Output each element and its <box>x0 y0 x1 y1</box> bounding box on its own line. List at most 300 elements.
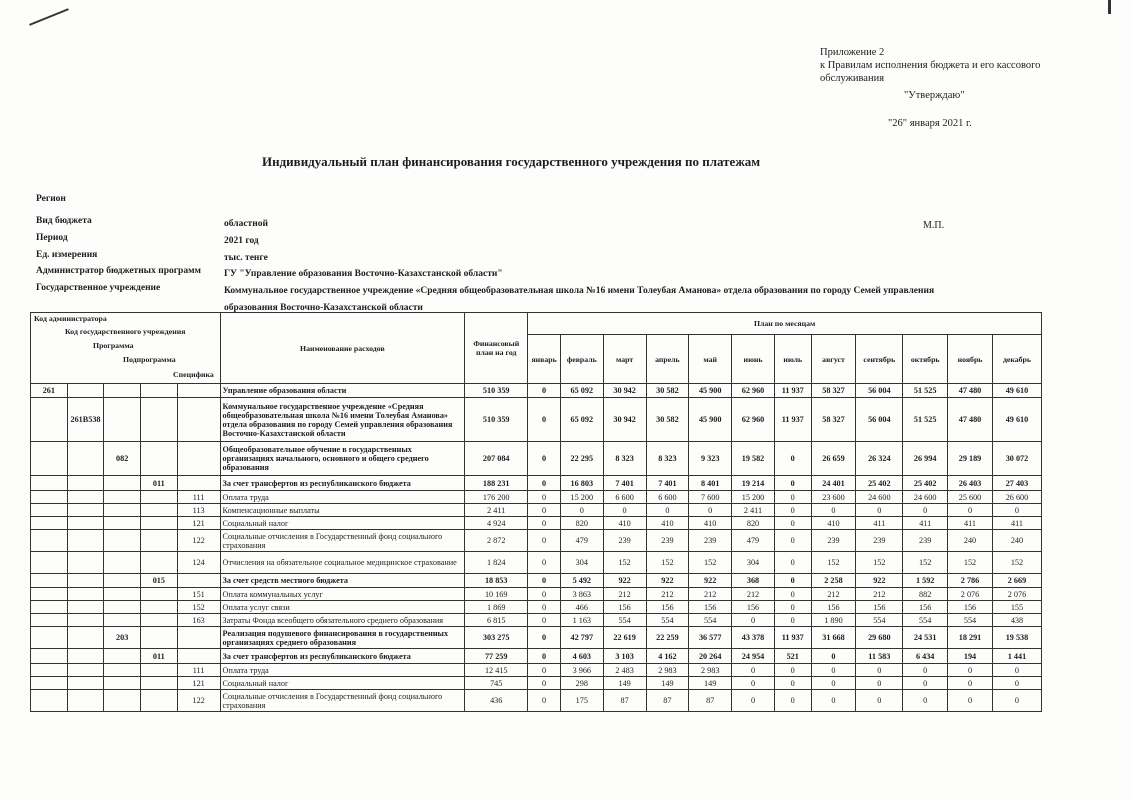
code-cell <box>104 552 141 574</box>
month-value-cell: 298 <box>560 677 603 690</box>
month-value-cell: 239 <box>856 530 903 552</box>
month-value-cell: 8 323 <box>603 442 646 476</box>
code-cell <box>104 398 141 442</box>
expense-name-cell: Затраты Фонда всеобщего обязательного среднего образования <box>220 614 465 627</box>
code-cell: 152 <box>177 601 220 614</box>
code-cell <box>141 442 178 476</box>
table-row <box>31 601 1042 614</box>
month-header: июль <box>774 335 811 384</box>
appendix-line-2: к Правилам исполнения бюджета и его кассового <box>820 60 1041 71</box>
code-cell <box>31 476 68 491</box>
code-cell <box>31 530 68 552</box>
month-value-cell: 45 900 <box>689 384 732 398</box>
month-value-cell: 2 076 <box>992 588 1041 601</box>
month-value-cell: 11 937 <box>774 398 811 442</box>
month-value-cell: 26 659 <box>811 442 856 476</box>
month-value-cell: 0 <box>528 476 561 491</box>
month-value-cell: 0 <box>811 664 856 677</box>
month-value-cell: 0 <box>528 664 561 677</box>
table-row <box>31 690 1042 712</box>
month-value-cell: 87 <box>646 690 689 712</box>
code-cell: 011 <box>141 649 178 664</box>
appendix-line-1: Приложение 2 <box>820 47 885 58</box>
month-value-cell: 7 401 <box>603 476 646 491</box>
month-value-cell: 24 954 <box>732 649 775 664</box>
code-cell: 121 <box>177 517 220 530</box>
month-value-cell: 156 <box>603 601 646 614</box>
month-value-cell: 3 966 <box>560 664 603 677</box>
code-cell <box>31 574 68 588</box>
month-value-cell: 27 403 <box>992 476 1041 491</box>
code-cell <box>141 588 178 601</box>
month-value-cell: 15 200 <box>732 491 775 504</box>
approve-label: "Утверждаю" <box>904 90 965 101</box>
code-cell <box>141 627 178 649</box>
code-cell <box>177 442 220 476</box>
code-cell <box>31 504 68 517</box>
month-value-cell: 152 <box>903 552 948 574</box>
month-value-cell: 239 <box>903 530 948 552</box>
month-value-cell: 0 <box>774 601 811 614</box>
month-value-cell: 16 803 <box>560 476 603 491</box>
code-cell: 122 <box>177 530 220 552</box>
month-value-cell: 149 <box>646 677 689 690</box>
month-value-cell: 239 <box>646 530 689 552</box>
code-cell <box>104 614 141 627</box>
month-header: февраль <box>560 335 603 384</box>
code-cell <box>67 476 104 491</box>
month-value-cell: 554 <box>689 614 732 627</box>
month-value-cell: 5 492 <box>560 574 603 588</box>
institution-value: Коммунальное государственное учреждение «Средняя общеобразовательная школа №16 имени Толеубая Аманова» отдела образования по городу Семей управления образования Восточно-Казахстанской области <box>224 286 935 313</box>
month-value-cell: 0 <box>774 476 811 491</box>
month-value-cell: 156 <box>903 601 948 614</box>
month-value-cell: 29 680 <box>856 627 903 649</box>
month-value-cell: 411 <box>856 517 903 530</box>
month-value-cell: 0 <box>528 601 561 614</box>
month-value-cell: 0 <box>774 574 811 588</box>
month-value-cell: 22 295 <box>560 442 603 476</box>
expense-name-cell: Оплата коммунальных услуг <box>220 588 465 601</box>
code-cell <box>104 690 141 712</box>
expense-name-cell: Социальные отчисления в Государственный фонд социального страхования <box>220 530 465 552</box>
region-label: Регион <box>36 194 66 204</box>
month-value-cell: 0 <box>689 504 732 517</box>
code-cell <box>31 442 68 476</box>
month-value-cell: 0 <box>903 690 948 712</box>
code-cell <box>141 601 178 614</box>
code-cell <box>31 491 68 504</box>
month-value-cell: 479 <box>732 530 775 552</box>
month-value-cell: 6 434 <box>903 649 948 664</box>
annual-plan-cell: 303 275 <box>465 627 528 649</box>
month-value-cell: 0 <box>903 677 948 690</box>
month-value-cell: 2 258 <box>811 574 856 588</box>
month-value-cell: 25 600 <box>948 491 993 504</box>
month-value-cell: 0 <box>774 552 811 574</box>
code-cell <box>104 574 141 588</box>
code-cell: 121 <box>177 677 220 690</box>
annual-plan-cell: 436 <box>465 690 528 712</box>
code-cell <box>31 614 68 627</box>
expense-name-cell: Социальный налог <box>220 677 465 690</box>
month-value-cell: 0 <box>528 574 561 588</box>
period-label: Период <box>36 233 68 243</box>
month-value-cell: 0 <box>528 614 561 627</box>
approval-date: "26" января 2021 г. <box>888 118 972 129</box>
month-value-cell: 0 <box>528 677 561 690</box>
month-value-cell: 31 668 <box>811 627 856 649</box>
month-value-cell: 0 <box>528 552 561 574</box>
annual-plan-cell: 1 869 <box>465 601 528 614</box>
code-cell: 163 <box>177 614 220 627</box>
annual-plan-cell: 77 259 <box>465 649 528 664</box>
table-row <box>31 614 1042 627</box>
admin-value: ГУ "Управление образования Восточно-Казахстанской области" <box>224 269 503 279</box>
month-value-cell: 152 <box>811 552 856 574</box>
month-value-cell: 0 <box>856 664 903 677</box>
month-value-cell: 411 <box>992 517 1041 530</box>
table-row <box>31 491 1042 504</box>
scan-mark-corner <box>1108 0 1111 14</box>
month-value-cell: 0 <box>856 504 903 517</box>
month-value-cell: 24 401 <box>811 476 856 491</box>
month-value-cell: 0 <box>992 504 1041 517</box>
expense-name-cell: Социальные отчисления в Государственный фонд социального страхования <box>220 690 465 712</box>
month-value-cell: 18 291 <box>948 627 993 649</box>
month-value-cell: 30 072 <box>992 442 1041 476</box>
month-value-cell: 49 610 <box>992 384 1041 398</box>
specific-header: Специфика <box>173 370 214 379</box>
code-cell <box>67 442 104 476</box>
code-cell <box>141 384 178 398</box>
code-cell <box>31 517 68 530</box>
month-value-cell: 2 669 <box>992 574 1041 588</box>
code-cell <box>67 627 104 649</box>
month-value-cell: 0 <box>948 690 993 712</box>
month-value-cell: 7 600 <box>689 491 732 504</box>
annual-plan-cell: 12 415 <box>465 664 528 677</box>
month-value-cell: 9 323 <box>689 442 732 476</box>
program-header: Программа <box>93 341 134 350</box>
budget-type-label: Вид бюджета <box>36 216 92 226</box>
month-value-cell: 156 <box>646 601 689 614</box>
month-value-cell: 0 <box>811 690 856 712</box>
month-value-cell: 0 <box>774 677 811 690</box>
month-value-cell: 0 <box>528 491 561 504</box>
expense-name-cell: Реализация подушевого финансирования в государственных организациях среднего образования <box>220 627 465 649</box>
month-value-cell: 152 <box>646 552 689 574</box>
scan-mark <box>29 8 69 26</box>
code-cell <box>67 504 104 517</box>
subprogram-header: Подпрограмма <box>123 355 176 364</box>
month-header: декабрь <box>992 335 1041 384</box>
code-cell <box>31 677 68 690</box>
month-value-cell: 0 <box>811 649 856 664</box>
month-value-cell: 368 <box>732 574 775 588</box>
expense-name-cell: Оплата труда <box>220 491 465 504</box>
month-value-cell: 466 <box>560 601 603 614</box>
expense-name-cell: За счет трансфертов из республиканского бюджета <box>220 649 465 664</box>
code-cell <box>141 552 178 574</box>
month-value-cell: 194 <box>948 649 993 664</box>
code-cell: 015 <box>141 574 178 588</box>
table-row <box>31 627 1042 649</box>
code-cell <box>104 664 141 677</box>
month-value-cell: 0 <box>646 504 689 517</box>
month-value-cell: 0 <box>528 504 561 517</box>
annual-plan-cell: 6 815 <box>465 614 528 627</box>
month-value-cell: 26 994 <box>903 442 948 476</box>
expense-name-cell: Компенсационные выплаты <box>220 504 465 517</box>
annual-plan-cell: 745 <box>465 677 528 690</box>
code-cell <box>104 677 141 690</box>
code-cell <box>104 530 141 552</box>
month-header: март <box>603 335 646 384</box>
monthly-plan-header: План по месяцам <box>528 313 1042 335</box>
month-value-cell: 149 <box>689 677 732 690</box>
month-value-cell: 87 <box>603 690 646 712</box>
admin-label: Администратор бюджетных программ <box>36 266 202 276</box>
month-value-cell: 410 <box>603 517 646 530</box>
month-value-cell: 47 480 <box>948 398 993 442</box>
month-value-cell: 1 441 <box>992 649 1041 664</box>
annual-plan-cell: 10 169 <box>465 588 528 601</box>
month-value-cell: 0 <box>774 530 811 552</box>
month-value-cell: 42 797 <box>560 627 603 649</box>
expense-name-header: Наименование расходов <box>220 313 465 384</box>
code-cell <box>141 690 178 712</box>
month-value-cell: 1 592 <box>903 574 948 588</box>
month-value-cell: 212 <box>856 588 903 601</box>
table-body <box>31 384 1042 712</box>
code-cell: 124 <box>177 552 220 574</box>
month-value-cell: 43 378 <box>732 627 775 649</box>
code-cell <box>31 552 68 574</box>
month-value-cell: 0 <box>903 664 948 677</box>
code-cell <box>141 491 178 504</box>
month-value-cell: 2 786 <box>948 574 993 588</box>
month-value-cell: 239 <box>689 530 732 552</box>
code-cell: 151 <box>177 588 220 601</box>
month-value-cell: 0 <box>528 690 561 712</box>
codes-header <box>31 313 221 384</box>
month-value-cell: 240 <box>948 530 993 552</box>
month-value-cell: 22 259 <box>646 627 689 649</box>
code-cell <box>104 384 141 398</box>
month-header: июнь <box>732 335 775 384</box>
month-header: ноябрь <box>948 335 993 384</box>
month-header: октябрь <box>903 335 948 384</box>
code-cell <box>177 627 220 649</box>
month-value-cell: 554 <box>856 614 903 627</box>
stamp-place-label: М.П. <box>923 220 945 231</box>
month-value-cell: 156 <box>948 601 993 614</box>
month-value-cell: 62 960 <box>732 398 775 442</box>
annual-plan-cell: 188 231 <box>465 476 528 491</box>
appendix-line-3: обслуживания <box>820 73 885 84</box>
month-value-cell: 882 <box>903 588 948 601</box>
month-value-cell: 0 <box>903 504 948 517</box>
table-header-row-1 <box>31 313 1042 335</box>
month-value-cell: 0 <box>992 664 1041 677</box>
month-value-cell: 26 600 <box>992 491 1041 504</box>
month-value-cell: 554 <box>948 614 993 627</box>
annual-plan-cell: 2 411 <box>465 504 528 517</box>
code-cell <box>67 601 104 614</box>
month-value-cell: 30 942 <box>603 384 646 398</box>
table-row <box>31 442 1042 476</box>
month-value-cell: 2 411 <box>732 504 775 517</box>
month-value-cell: 149 <box>603 677 646 690</box>
code-cell <box>67 384 104 398</box>
code-cell <box>177 384 220 398</box>
month-value-cell: 479 <box>560 530 603 552</box>
month-value-cell: 0 <box>774 690 811 712</box>
month-value-cell: 49 610 <box>992 398 1041 442</box>
month-value-cell: 0 <box>732 677 775 690</box>
month-value-cell: 240 <box>992 530 1041 552</box>
month-value-cell: 554 <box>903 614 948 627</box>
month-value-cell: 0 <box>948 677 993 690</box>
month-value-cell: 411 <box>903 517 948 530</box>
month-value-cell: 156 <box>689 601 732 614</box>
month-value-cell: 554 <box>646 614 689 627</box>
month-value-cell: 2 983 <box>646 664 689 677</box>
month-value-cell: 438 <box>992 614 1041 627</box>
month-value-cell: 24 600 <box>856 491 903 504</box>
month-value-cell: 6 600 <box>603 491 646 504</box>
table-row <box>31 476 1042 491</box>
unit-value: тыс. тенге <box>224 253 268 263</box>
annual-plan-cell: 2 872 <box>465 530 528 552</box>
code-cell <box>67 649 104 664</box>
month-value-cell: 8 401 <box>689 476 732 491</box>
unit-label: Ед. измерения <box>36 250 98 260</box>
table-row <box>31 588 1042 601</box>
code-cell <box>67 517 104 530</box>
month-value-cell: 20 264 <box>689 649 732 664</box>
month-value-cell: 0 <box>856 690 903 712</box>
month-value-cell: 0 <box>948 504 993 517</box>
code-cell: 082 <box>104 442 141 476</box>
annual-plan-cell: 1 824 <box>465 552 528 574</box>
month-value-cell: 0 <box>603 504 646 517</box>
month-value-cell: 58 327 <box>811 398 856 442</box>
table-row <box>31 552 1042 574</box>
month-value-cell: 304 <box>560 552 603 574</box>
expense-name-cell: Коммунальное государственное учреждение «Средняя общеобразовательная школа №16 имени Толеубая Аманова» отдела образования по городу Семей управления образования Восточно-Казахстанской области <box>220 398 465 442</box>
code-cell: 011 <box>141 476 178 491</box>
month-value-cell: 0 <box>774 588 811 601</box>
expense-name-cell: Управление образования области <box>220 384 465 398</box>
month-value-cell: 65 092 <box>560 384 603 398</box>
month-value-cell: 0 <box>528 530 561 552</box>
month-value-cell: 304 <box>732 552 775 574</box>
month-value-cell: 521 <box>774 649 811 664</box>
month-value-cell: 411 <box>948 517 993 530</box>
table-row <box>31 649 1042 664</box>
table-row <box>31 677 1042 690</box>
period-value: 2021 год <box>224 236 259 246</box>
month-value-cell: 3 103 <box>603 649 646 664</box>
month-value-cell: 22 619 <box>603 627 646 649</box>
code-cell <box>67 530 104 552</box>
month-value-cell: 0 <box>528 588 561 601</box>
code-cell <box>67 491 104 504</box>
institution-label: Государственное учреждение <box>36 283 161 293</box>
code-cell <box>104 517 141 530</box>
month-value-cell: 3 863 <box>560 588 603 601</box>
month-value-cell: 51 525 <box>903 384 948 398</box>
month-value-cell: 212 <box>646 588 689 601</box>
code-cell <box>31 649 68 664</box>
month-value-cell: 239 <box>811 530 856 552</box>
month-value-cell: 47 480 <box>948 384 993 398</box>
annual-plan-cell: 18 853 <box>465 574 528 588</box>
month-value-cell: 11 583 <box>856 649 903 664</box>
code-cell <box>31 627 68 649</box>
month-value-cell: 56 004 <box>856 384 903 398</box>
code-cell <box>177 476 220 491</box>
code-cell: 261B538 <box>67 398 104 442</box>
institution-code-header: Код государственного учреждения <box>65 327 186 336</box>
table-row <box>31 384 1042 398</box>
table-row <box>31 517 1042 530</box>
code-cell <box>67 677 104 690</box>
annual-plan-cell: 176 200 <box>465 491 528 504</box>
month-value-cell: 0 <box>528 517 561 530</box>
month-value-cell: 0 <box>732 614 775 627</box>
month-value-cell: 23 600 <box>811 491 856 504</box>
month-value-cell: 152 <box>603 552 646 574</box>
month-value-cell: 11 937 <box>774 384 811 398</box>
month-value-cell: 922 <box>689 574 732 588</box>
month-value-cell: 0 <box>732 690 775 712</box>
month-value-cell: 36 577 <box>689 627 732 649</box>
month-value-cell: 2 483 <box>603 664 646 677</box>
table-row <box>31 664 1042 677</box>
month-value-cell: 4 162 <box>646 649 689 664</box>
month-value-cell: 410 <box>646 517 689 530</box>
month-value-cell: 25 402 <box>903 476 948 491</box>
month-value-cell: 56 004 <box>856 398 903 442</box>
month-value-cell: 0 <box>774 504 811 517</box>
month-value-cell: 554 <box>603 614 646 627</box>
month-header: сентябрь <box>856 335 903 384</box>
month-value-cell: 8 323 <box>646 442 689 476</box>
month-value-cell: 410 <box>811 517 856 530</box>
annual-plan-cell: 207 084 <box>465 442 528 476</box>
month-value-cell: 19 538 <box>992 627 1041 649</box>
expense-name-cell: Общеобразовательное обучение в государственных организациях начального, основного и общего среднего образования <box>220 442 465 476</box>
month-value-cell: 156 <box>811 601 856 614</box>
month-value-cell: 155 <box>992 601 1041 614</box>
expense-name-cell: За счет трансфертов из республиканского бюджета <box>220 476 465 491</box>
annual-plan-cell: 4 924 <box>465 517 528 530</box>
code-cell <box>141 677 178 690</box>
month-value-cell: 0 <box>774 614 811 627</box>
code-cell <box>31 588 68 601</box>
month-value-cell: 24 531 <box>903 627 948 649</box>
code-cell: 261 <box>31 384 68 398</box>
month-value-cell: 58 327 <box>811 384 856 398</box>
financing-plan-table <box>30 312 1042 712</box>
code-cell <box>104 504 141 517</box>
code-cell <box>31 398 68 442</box>
month-value-cell: 30 582 <box>646 384 689 398</box>
month-value-cell: 0 <box>528 398 561 442</box>
